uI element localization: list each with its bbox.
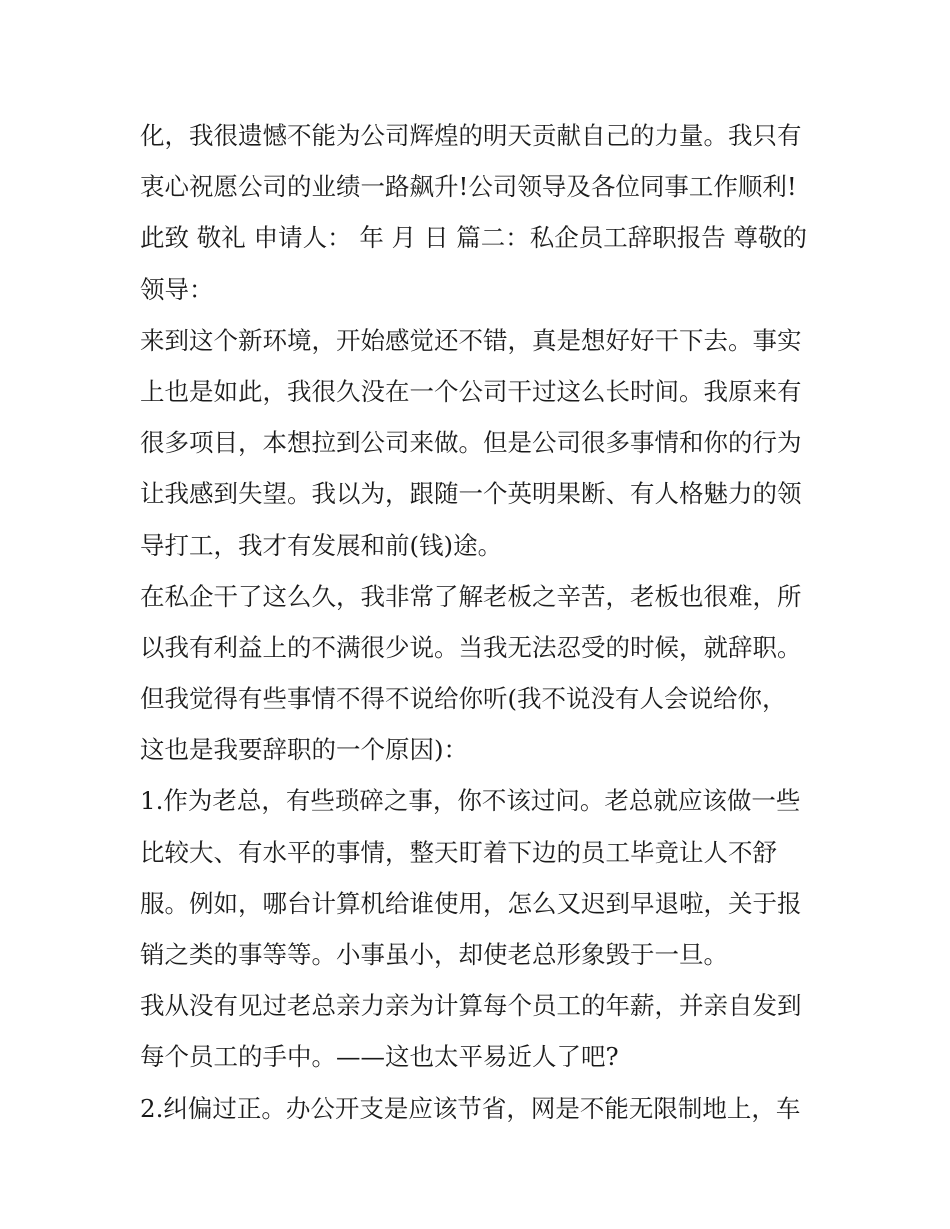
text-line: 来到这个新环境，开始感觉还不错，真是想好好干下去。事实: [140, 325, 802, 355]
text-line: 这也是我要辞职的一个原因)：: [140, 735, 469, 765]
text-line: 很多项目，本想拉到公司来做。但是公司很多事情和你的行为: [140, 428, 802, 458]
text-line: 让我感到失望。我以为，跟随一个英明果断、有人格魅力的领: [140, 479, 802, 509]
text-line: 以我有利益上的不满很少说。当我无法忍受的时候，就辞职。: [140, 632, 802, 662]
text-line: 销之类的事等等。小事虽小，却使老总形象毁于一旦。: [140, 940, 728, 969]
text-line: 此致 敬礼 申请人： 年 月 日 篇二：私企员工辞职报告 尊敬的: [140, 223, 808, 253]
text-line: 衷心祝愿公司的业绩一路飙升!公司领导及各位同事工作顺利!: [140, 172, 797, 202]
text-line: 化，我很遗憾不能为公司辉煌的明天贡献自己的力量。我只有: [140, 121, 802, 150]
text-line: 服。例如，哪台计算机给谁使用，怎么又迟到早退啦，关于报: [140, 888, 802, 918]
text-line: 导打工，我才有发展和前(钱)途。: [140, 530, 503, 560]
text-line: 在私企干了这么久，我非常了解老板之辛苦，老板也很难，所: [140, 581, 802, 611]
text-line: 上也是如此，我很久没在一个公司干过这么长时间。我原来有: [140, 376, 802, 406]
text-line: 我从没有见过老总亲力亲为计算每个员工的年薪，并亲自发到: [140, 991, 802, 1021]
text-line: 1.作为老总，有些琐碎之事，你不该过问。老总就应该做一些: [140, 786, 801, 816]
text-line: 但我觉得有些事情不得不说给你听(我不说没有人会说给你，: [140, 684, 787, 714]
text-line: 每个员工的手中。——这也太平易近人了吧?: [140, 1042, 619, 1072]
text-line: 领导：: [140, 274, 214, 304]
text-line: 比较大、有水平的事情，整天盯着下边的员工毕竟让人不舒: [140, 837, 777, 867]
text-line: 2.纠偏过正。办公开支是应该节省，网是不能无限制地上，车: [140, 1093, 801, 1123]
document-body: [140, 110, 820, 1134]
